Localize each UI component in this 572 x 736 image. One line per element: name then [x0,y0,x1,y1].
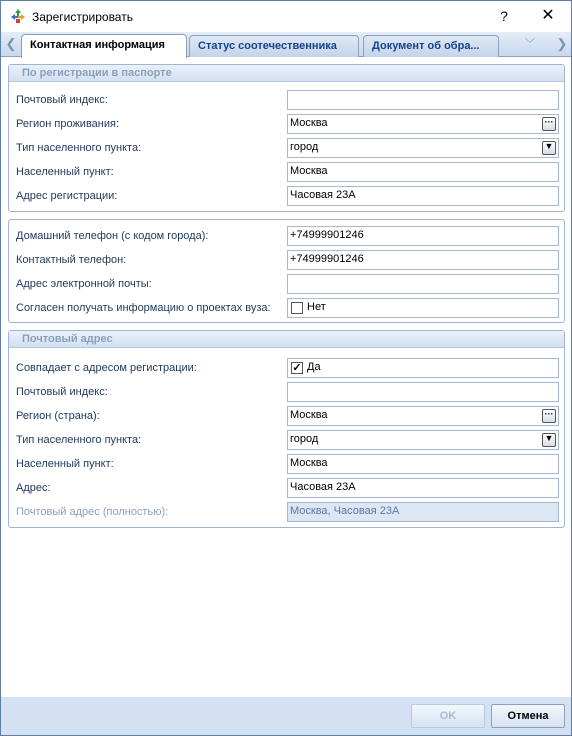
field-label: Согласен получать информацию о проектах вуза: [16,302,271,314]
postal-address-row [9,478,564,498]
field-label: Регион проживания: [16,118,120,130]
field-value: город [290,433,319,445]
group-header: По регистрации в паспорте [9,65,564,82]
tab-scroll-left-icon[interactable]: ❮ [5,36,17,51]
group-header: Почтовый адрес [9,331,564,348]
tab-education-document[interactable]: Документ об обра... [363,35,499,57]
field-value: город [290,141,319,153]
field-label: Населенный пункт: [16,458,114,470]
full-address-readonly: Москва, Часовая 23А [287,502,559,522]
email-row [9,274,564,294]
same-as-reg-field [287,358,559,378]
home-phone-input[interactable]: +74999901246 [287,226,559,246]
contacts-group [8,219,565,323]
contact-phone-row [9,250,564,270]
passport-postal-index-row [9,90,564,110]
passport-postal-index-input[interactable] [287,90,559,110]
passport-locality-type-row [9,138,564,158]
postal-address-group [8,330,565,528]
postal-index-input[interactable] [287,382,559,402]
help-button[interactable]: ? [500,8,508,24]
passport-locality-input[interactable]: Москва [287,162,559,182]
window-title: Зарегистрировать [32,10,133,24]
postal-address-input[interactable]: Часовая 23А [287,478,559,498]
passport-registration-group [8,64,565,212]
tab-contact-info[interactable]: Контактная информация [21,34,187,58]
app-icon [10,8,26,24]
field-label: Совпадает с адресом регистрации: [16,362,197,374]
field-label: Населенный пункт: [16,166,114,178]
checkbox-label: Нет [307,301,326,313]
passport-locality-row [9,162,564,182]
tab-list-chevron-down-icon[interactable]: ﹀ [524,38,536,50]
field-value: Москва [290,117,328,129]
postal-index-row [9,382,564,402]
checkbox-label: Да [307,361,321,373]
ok-button[interactable]: OK [411,704,485,728]
consent-checkbox[interactable] [291,302,303,314]
passport-address-input[interactable]: Часовая 23А [287,186,559,206]
dialog-footer [1,697,571,735]
email-input[interactable] [287,274,559,294]
home-phone-row [9,226,564,246]
field-label: Контактный телефон: [16,254,127,266]
field-label: Домашний телефон (с кодом города): [16,230,209,242]
full-address-row [9,502,564,522]
tab-compatriot-status[interactable]: Статус соотечественника [189,35,359,57]
contact-phone-input[interactable]: +74999901246 [287,250,559,270]
postal-region-input[interactable] [287,406,559,426]
field-label: Почтовый индекс: [16,386,108,398]
passport-region-input[interactable] [287,114,559,134]
consent-row [9,298,564,318]
postal-locality-row [9,454,564,474]
field-label: Адрес электронной почты: [16,278,152,290]
tab-strip [1,32,571,57]
postal-locality-type-row [9,430,564,450]
consent-field [287,298,559,318]
field-label: Тип населенного пункта: [16,434,142,446]
cancel-button[interactable]: Отмена [491,704,565,728]
close-button[interactable]: ✕ [541,7,555,24]
field-label: Адрес: [16,482,51,494]
dropdown-arrow-icon[interactable]: ▼ [542,433,556,447]
passport-locality-type-select[interactable] [287,138,559,158]
same-as-reg-checkbox[interactable]: ✓ [292,362,302,374]
field-label: Почтовый адрес (полностью): [16,506,169,518]
postal-locality-input[interactable]: Москва [287,454,559,474]
field-label: Адрес регистрации: [16,190,118,202]
tab-content [1,57,571,697]
same-as-reg-row [9,358,564,378]
title-bar [1,1,571,32]
field-label: Почтовый индекс: [16,94,108,106]
ellipsis-icon[interactable]: ··· [542,117,556,131]
passport-region-row [9,114,564,134]
passport-address-row [9,186,564,206]
ellipsis-icon[interactable]: ··· [542,409,556,423]
postal-region-row [9,406,564,426]
field-label: Тип населенного пункта: [16,142,142,154]
postal-locality-type-select[interactable] [287,430,559,450]
tab-scroll-right-icon[interactable]: ❯ [556,36,568,51]
field-label: Регион (страна): [16,410,100,422]
dropdown-arrow-icon[interactable]: ▼ [542,141,556,155]
field-value: Москва [290,409,328,421]
